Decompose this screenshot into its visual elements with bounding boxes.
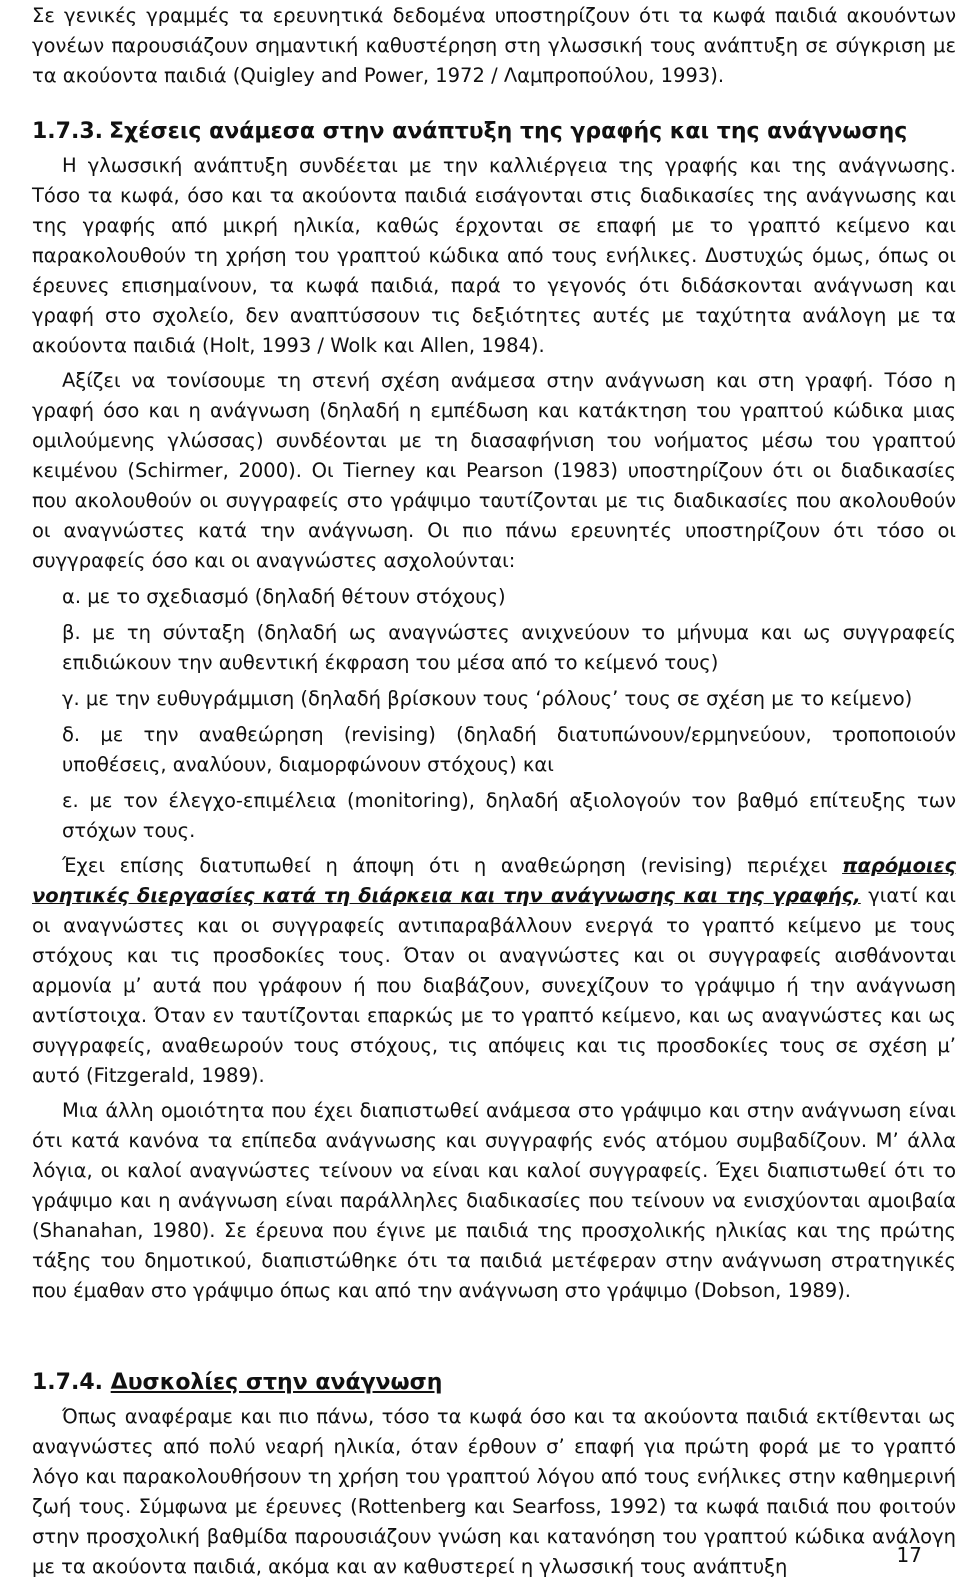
section-1-7-3-paragraph-3 xyxy=(32,851,956,1091)
section-heading-1-7-3 xyxy=(32,117,956,147)
section-1-7-3-paragraph-4: Μια άλλη ομοιότητα που έχει διαπιστωθεί ανάμεσα στο γράψιμο και στην ανάγνωση είναι ότι κατά κανόνα τα επίπεδα ανάγνωσης και συγγραφής ενός ατόμου συμβαδίζουν. Μ’ άλλα λόγια, οι καλοί αναγνώστες τείνουν να είναι και καλοί συγγραφείς. Έχει διαπιστωθεί ότι το γράψιμο και η ανάγνωση είναι παράλληλες διαδικασίες που τείνουν να ενισχύονται αμοιβαία (Shanahan, 1980). Σε έρευνα που έγινε με παιδιά της προσχολικής ηλικίας και της πρώτης τάξης του δημοτικού, διαπιστώθηκε ότι τα παιδιά μετέφεραν στην ανάγνωση στρατηγικές που έμαθαν στο γράψιμο όπως και από την ανάγνωση στο γράψιμο (Dobson, 1989). xyxy=(32,1099,956,1302)
section-heading-1-7-4 xyxy=(32,1368,956,1398)
list-item-d: δ. με την αναθεώρηση (revising) (δηλαδή διατυπώνουν/ερμηνεύουν, τροποποιούν υποθέσεις, αναλύουν, διαμορφώνουν στόχους) και xyxy=(62,723,956,776)
section-number: 1.7.3. xyxy=(32,119,103,144)
section-1-7-3-paragraph-1: Η γλωσσική ανάπτυξη συνδέεται με την καλλιέργεια της γραφής και της ανάγνωσης. Τόσο τα κωφά, όσο και τα ακούοντα παιδιά εισάγονται στις διαδικασίες της ανάγνωσης και της γραφής από μικρή ηλικία, καθώς έρχονται σε επαφή με το γραπτό κείμενο και παρακολουθούν τη χρήση του γραπτού κώδικα από τους ενήλικες. Δυστυχώς όμως, όπως οι έρευνες επισημαίνουν, τα κωφά παιδιά, παρά το γεγονός ότι διδάσκονται ανάγνωση και γραφή στο σχολείο, δεν αναπτύσσουν τις δεξιότητες αυτές με ταχύτητα ανάλογη με τα ακούοντα παιδιά (Holt, 1993 / Wolk και Allen, 1984). xyxy=(32,154,956,357)
section-title: Σχέσεις ανάμεσα στην ανάπτυξη της γραφής και της ανάγνωσης xyxy=(109,119,908,144)
paragraph-3-end: γιατί και οι αναγνώστες και οι συγγραφείς αντιπαραβάλλουν ενεργά το γραπτό κείμενο με τους στόχους και τις προσδοκίες τους. Όταν οι αναγνώστες και οι συγγραφείς αισθάνονται αρμονία μ’ αυτά που γράφουν ή που διαβάζουν, συνεχίζουν το γράψιμο ή την ανάγνωση αντίστοιχα. Όταν εν ταυτίζονται επαρκώς με το γραπτό κείμενο, και ως αναγνώστες και ως συγγραφείς, αναθεωρούν τους στόχους, τις απόψεις και τις προσδοκίες τους σε σχέση μ’ αυτό (Fitzgerald, 1989). xyxy=(32,884,956,1087)
emphasized-phrase: παρόμοιες νοητικές διεργασίες κατά τη διάρκεια και την ανάγνωσης και της γραφής, xyxy=(32,854,956,907)
list-item-b: β. με τη σύνταξη (δηλαδή ως αναγνώστες ανιχνεύουν το μήνυμα και ως συγγραφείς επιδιώκουν την αυθεντική έκφραση του μέσα από το κείμενό τους) xyxy=(62,621,956,674)
section-1-7-3-paragraph-2: Αξίζει να τονίσουμε τη στενή σχέση ανάμεσα στην ανάγνωση και στη γραφή. Τόσο η γραφή όσο και η ανάγνωση (δηλαδή η εμπέδωση και κατάκτηση του γραπτού κώδικα μιας ομιλούμενης γλώσσας) συνδέονται με τη διασαφήνιση του νοήματος μέσω του γραπτού κειμένου (Schirmer, 2000). Οι Tierney και Pearson (1983) υποστηρίζουν ότι οι διαδικασίες που ακολουθούν οι συγγραφείς στο γράψιμο ταυτίζονται με τις διαδικασίες που ακολουθούν οι αναγνώστες κατά την ανάγνωση. Οι πιο πάνω ερευνητές υποστηρίζουν ότι τόσο οι συγγραφείς όσο και οι αναγνώστες ασχολούνται: xyxy=(32,369,956,572)
section-1-7-4-paragraph-1: Όπως αναφέραμε και πιο πάνω, τόσο τα κωφά όσο και τα ακούοντα παιδιά εκτίθενται ως αναγνώστες από πολύ νεαρή ηλικία, όταν έρθουν σ’ επαφή για πρώτη φορά με το γραπτό λόγο και παρακολουθήσουν τη χρήση του γραπτού λόγου από τους ενήλικες στην καθημερινή ζωή τους. Σύμφωνα με έρευνες (Rottenberg και Searfoss, 1992) τα κωφά παιδιά που φοιτούν στην προσχολική βαθμίδα παρουσιάζουν γνώση και κατανόηση του γραπτού κώδικα ανάλογη με τα ακούοντα παιδιά, ακόμα και αν καθυστερεί η γλωσσική τους ανάπτυξη xyxy=(32,1405,956,1578)
list-item-c: γ. με την ευθυγράμμιση (δηλαδή βρίσκουν τους ‘ρόλους’ τους σε σχέση με το κείμενο) xyxy=(62,687,913,710)
list-item-a: α. με το σχεδιασμό (δηλαδή θέτουν στόχους) xyxy=(62,585,506,608)
list-item-e: ε. με τον έλεγχο-επιμέλεια (monitoring), δηλαδή αξιολογούν τον βαθμό επίτευξης των στόχων τους. xyxy=(62,789,956,842)
paragraph-3-start: Έχει επίσης διατυπωθεί η άποψη ότι η αναθεώρηση (revising) περιέχει xyxy=(62,854,843,877)
section-title: Δυσκολίες στην ανάγνωση xyxy=(110,1370,443,1395)
intro-paragraph: Σε γενικές γραμμές τα ερευνητικά δεδομένα υποστηρίζουν ότι τα κωφά παιδιά ακουόντων γονέων παρουσιάζουν σημαντική καθυστέρηση στη γλωσσική τους ανάπτυξη σε σύγκριση με τα ακούοντα παιδιά (Quigley and Power, 1972 / Λαμπροπούλου, 1993). xyxy=(32,4,956,87)
section-number: 1.7.4. xyxy=(32,1370,103,1395)
document-page xyxy=(32,0,956,1582)
page-number: 17 xyxy=(896,1543,922,1567)
